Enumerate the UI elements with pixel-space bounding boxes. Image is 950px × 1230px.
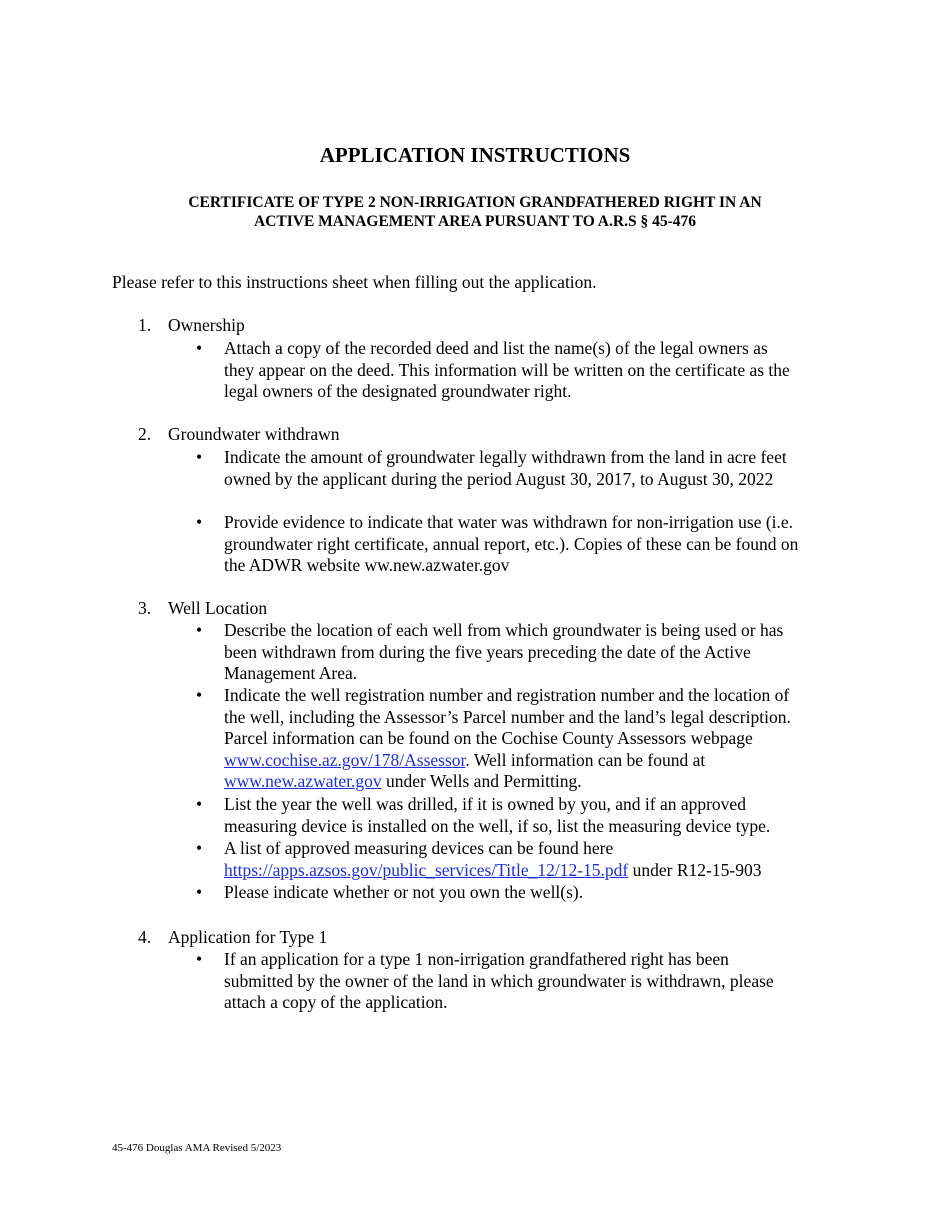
bullet-icon: • bbox=[196, 338, 203, 358]
bullet-text bbox=[224, 338, 844, 403]
section-number: 2. bbox=[138, 424, 152, 444]
text-line: groundwater right certificate, annual report, etc.). Copies of these can be found on bbox=[224, 533, 799, 554]
page-title: APPLICATION INSTRUCTIONS bbox=[319, 143, 631, 167]
bullet-text bbox=[224, 685, 844, 793]
bullet-text bbox=[224, 949, 844, 1014]
text-line: Provide evidence to indicate that water was withdrawn for non-irrigation use (i.e. bbox=[224, 512, 794, 532]
bullet-icon: • bbox=[196, 949, 203, 969]
page-subtitle bbox=[0, 193, 950, 231]
bullet-icon: • bbox=[196, 512, 203, 532]
bullet-icon: • bbox=[196, 794, 203, 814]
bullet-icon: • bbox=[196, 882, 203, 902]
bullet-text bbox=[224, 838, 844, 881]
bullet-icon: • bbox=[196, 447, 203, 467]
bullet-icon: • bbox=[196, 838, 203, 858]
text-line: been withdrawn from during the five years preceding the date of the Active bbox=[224, 641, 751, 662]
text-line: submitted by the owner of the land in which groundwater is withdrawn, please bbox=[224, 970, 774, 991]
section-number: 1. bbox=[138, 315, 152, 335]
text-line: the well, including the Assessor’s Parcel number and the land’s legal description. bbox=[224, 706, 791, 727]
text-line: legal owners of the designated groundwater right. bbox=[224, 381, 572, 401]
azwater-link[interactable]: www.new.azwater.gov bbox=[224, 771, 382, 791]
intro-text: Please refer to this instructions sheet when filling out the application. bbox=[112, 272, 597, 292]
text-line: Please indicate whether or not you own the well(s). bbox=[224, 882, 584, 902]
text-line: measuring device is installed on the well, if so, list the measuring device type. bbox=[224, 815, 771, 836]
text-line: Indicate the well registration number and registration number and the location of bbox=[224, 685, 790, 705]
bullet-icon: • bbox=[196, 685, 203, 705]
bullet-text bbox=[224, 620, 844, 685]
link-suffix: under Wells and Permitting. bbox=[381, 771, 582, 791]
text-line: Parcel information can be found on the Cochise County Assessors webpage bbox=[224, 728, 753, 748]
link-suffix: . Well information can be found at bbox=[465, 749, 706, 770]
bullet-text bbox=[224, 794, 844, 837]
text-line: Describe the location of each well from which groundwater is being used or has bbox=[224, 620, 784, 640]
text-line: Management Area. bbox=[224, 663, 358, 683]
text-line: the ADWR website ww.new.azwater.gov bbox=[224, 555, 510, 575]
subtitle-line: CERTIFICATE OF TYPE 2 NON-IRRIGATION GRANDFATHERED RIGHT IN AN bbox=[188, 194, 762, 211]
section-label: Ownership bbox=[168, 315, 245, 335]
section-number: 4. bbox=[138, 927, 152, 947]
bullet-text bbox=[224, 447, 844, 490]
section-label: Groundwater withdrawn bbox=[168, 424, 340, 444]
bullet-text bbox=[224, 512, 844, 577]
bullet-text bbox=[224, 882, 844, 904]
text-line: owned by the applicant during the period August 30, 2017, to August 30, 2022 bbox=[224, 468, 774, 489]
link-suffix: under R12-15-903 bbox=[628, 859, 762, 880]
subtitle-line: ACTIVE MANAGEMENT AREA PURSUANT TO A.R.S § 45-476 bbox=[254, 213, 696, 230]
text-line: If an application for a type 1 non-irrigation grandfathered right has been bbox=[224, 949, 729, 969]
text-line: they appear on the deed. This information will be written on the certificate as the bbox=[224, 359, 790, 380]
measuring-devices-link[interactable]: https://apps.azsos.gov/public_services/Title_12/12-15.pdf bbox=[224, 859, 629, 880]
text-line: Attach a copy of the recorded deed and list the name(s) of the legal owners as bbox=[224, 338, 768, 358]
text-line: A list of approved measuring devices can be found here bbox=[224, 838, 614, 858]
page-footer: 45-476 Douglas AMA Revised 5/2023 bbox=[112, 1142, 282, 1154]
text-line bbox=[224, 750, 844, 772]
text-line bbox=[224, 860, 844, 882]
bullet-icon: • bbox=[196, 620, 203, 640]
text-line bbox=[224, 771, 844, 793]
section-number: 3. bbox=[138, 598, 152, 618]
section-label: Well Location bbox=[168, 598, 268, 618]
text-line: attach a copy of the application. bbox=[224, 992, 448, 1012]
text-line: Indicate the amount of groundwater legally withdrawn from the land in acre feet bbox=[224, 447, 787, 467]
text-line: List the year the well was drilled, if it is owned by you, and if an approved bbox=[224, 794, 746, 814]
assessor-link[interactable]: www.cochise.az.gov/178/Assessor bbox=[224, 749, 466, 770]
section-label: Application for Type 1 bbox=[168, 927, 328, 947]
